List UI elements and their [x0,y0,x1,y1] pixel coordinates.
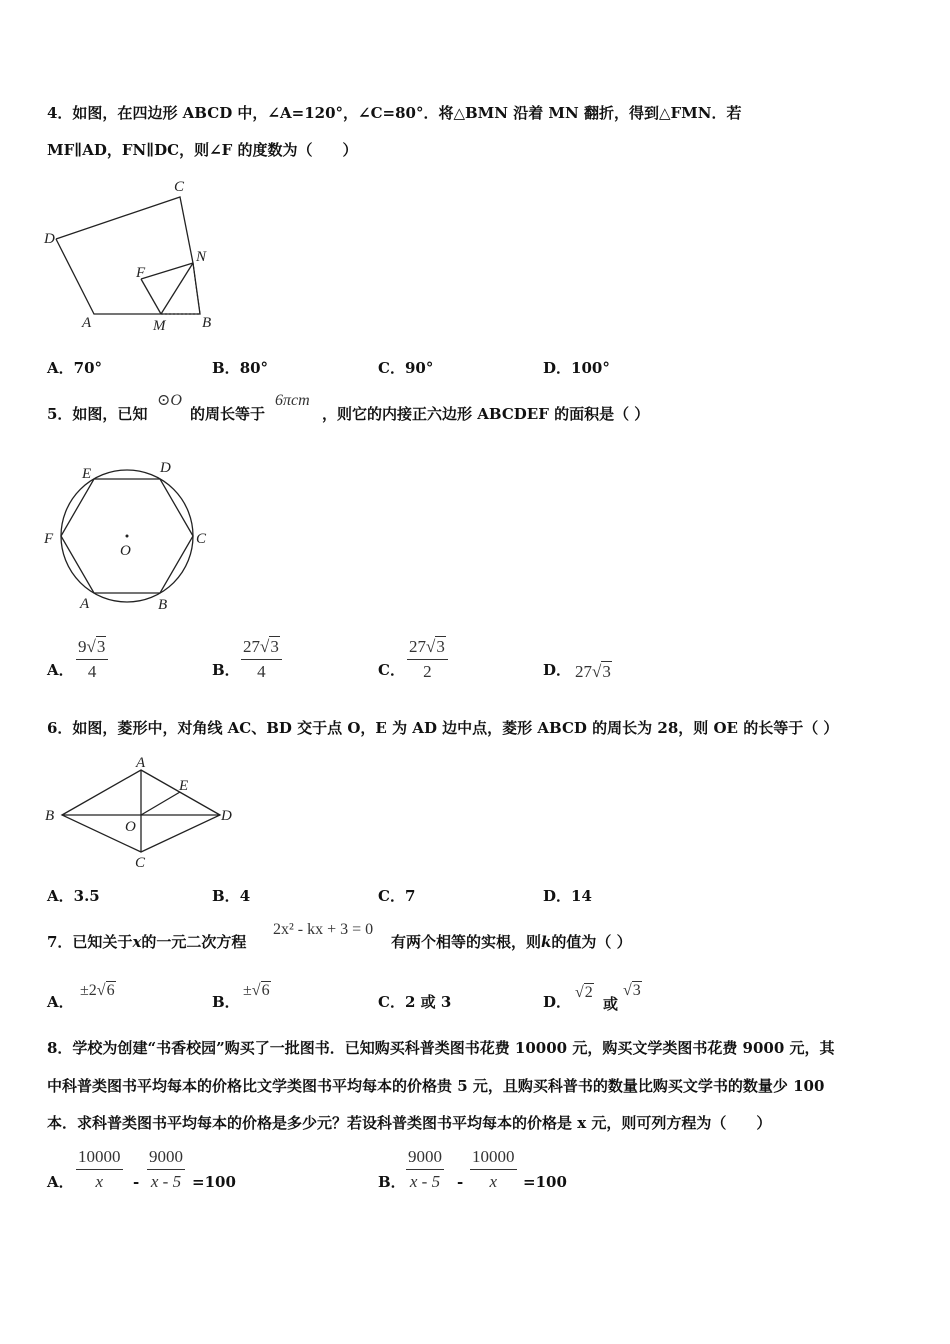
q7-stem [47,932,246,952]
fraction-numerator: 27√3 [241,637,282,660]
q8-option-a-letter[interactable]: A． [47,1173,74,1191]
q4-option-d[interactable] [543,358,610,378]
q8-option-b-minus: - [457,1173,464,1191]
q7-option-d-rad1[interactable]: √2 [575,984,593,1001]
q5-stem-suffix: ，则它的内接正六边形 ABCDEF 的面积是（ ） [322,405,650,423]
q6-option-b[interactable] [212,886,250,906]
option-text: 7 [404,887,416,905]
q4-option-b[interactable] [212,358,268,378]
q7-option-c[interactable] [378,992,451,1012]
q7-equation: 2x² - kx + 3 = 0 [273,921,374,938]
q4-label-m: M [153,318,166,334]
q5-option-c-letter[interactable]: C． [378,661,405,679]
q7-option-d-letter[interactable]: D． [543,993,572,1011]
q7-option-a-letter[interactable]: A． [47,993,74,1011]
q4-quadrilateral [56,197,200,314]
radicand: 6 [261,982,270,999]
q7-stem-suffix [391,932,632,952]
fraction-denominator: x - 5 [150,1172,182,1191]
coefficient: 27 [409,637,426,656]
q6-label-c: C [135,855,146,871]
fraction-denominator: x - 5 [409,1172,441,1191]
radicand: 3 [436,637,445,656]
q7-prefix: 7．已知关于 [47,933,133,951]
fraction-denominator: 4 [257,662,266,681]
fraction-numerator: 27√3 [407,637,448,660]
q5-label-f: F [44,531,54,547]
q5-option-a-fraction[interactable] [76,637,108,682]
q5-option-d-letter[interactable]: D． [543,661,572,679]
q8-option-b-equals: =100 [523,1173,567,1191]
q5-option-b-letter[interactable]: B． [212,661,240,679]
q8-option-b-fraction-2[interactable] [470,1147,517,1192]
q5-option-c-fraction[interactable] [407,637,448,682]
fraction-numerator: 9000 [406,1147,444,1170]
q4-stem-line1: 4．如图，在四边形 ABCD 中，∠A=120°，∠C=80°．将△BMN 沿着 MN 翻折，得到△FMN．若 [47,104,742,122]
fraction-denominator: x [489,1172,498,1191]
q5-center-dot [126,535,129,538]
q8-option-a-minus: - [133,1173,140,1191]
fraction-numerator: 10000 [76,1147,123,1170]
q4-label-d: D [44,231,55,247]
coefficient: 9 [78,637,87,656]
option-text: 90° [404,359,434,377]
q5-perimeter: 6πcm [275,392,310,409]
option-text: 80° [239,359,269,377]
q6-option-c[interactable] [378,886,415,906]
q7-middle: 的一元二次方程 [141,933,247,951]
option-letter: B． [212,887,240,905]
q4-label-f: F [136,265,146,281]
q4-segment-fm [141,279,161,314]
fraction-numerator: 9000 [147,1147,185,1170]
fraction-denominator: x [95,1172,104,1191]
radicand: 3 [632,982,641,999]
q6-figure [40,750,240,875]
q8-option-a-equals: =100 [192,1173,236,1191]
q4-stem-line2: MF∥AD，FN∥DC，则∠F 的度数为（ ） [47,141,358,159]
q5-label-a: A [80,596,90,612]
option-text: 4 [239,887,251,905]
q4-figure [40,175,230,335]
radicand: 3 [602,662,611,681]
q7-var-x: x [132,933,142,951]
q6-label-d: D [221,808,232,824]
q4-label-b: B [202,315,212,331]
q4-segment-mn [161,263,193,314]
radicand: 2 [584,984,593,1001]
q5-label-b: B [158,597,168,613]
q7-option-b-letter[interactable]: B． [212,993,240,1011]
option-letter: C． [378,359,405,377]
q8-option-a-fraction-2[interactable] [147,1147,185,1192]
option-letter: C． [378,993,405,1011]
q6-option-d[interactable] [543,886,592,906]
q5-stem-middle: 的周长等于 [190,405,266,423]
q5-figure [40,450,220,620]
q8-option-b-letter[interactable]: B． [378,1173,406,1191]
option-letter: A． [47,359,74,377]
q4-label-c: C [174,179,185,195]
fraction-numerator: 9√3 [76,637,108,660]
q8-option-a-fraction-1[interactable] [76,1147,123,1192]
q4-label-a: A [82,315,92,331]
q5-option-b-fraction[interactable] [241,637,282,682]
option-text: 14 [571,887,592,905]
q6-stem-line1: 6．如图，菱形中，对角线 AC、BD 交于点 O，E 为 AD 边中点，菱形 ABCD 的周长为 28，则 OE 的长等于（ ） [47,719,839,737]
option-letter: D． [543,359,572,377]
q7-option-b-value[interactable]: ±√6 [243,982,270,999]
option-letter: A． [47,887,74,905]
coefficient: 27 [575,662,592,681]
prefix: ±2 [80,982,97,999]
q7-option-d-or: 或 [603,995,619,1013]
option-letter: C． [378,887,405,905]
q5-stem-prefix: 5．如图，已知 [47,405,148,423]
radicand: 6 [106,982,115,999]
q6-label-a: A [136,755,146,771]
q4-option-c[interactable] [378,358,433,378]
option-text: 2 或 3 [404,993,452,1011]
option-text: 100° [571,359,610,377]
q5-label-d: D [160,460,171,476]
q8-stem-line1: 8．学校为创建“书香校园”购买了一批图书．已知购买科普类图书花费 10000 元，购买文学类图书花费 9000 元，其 [47,1039,835,1057]
radicand: 3 [270,637,279,656]
q6-label-o: O [125,819,136,835]
option-text: 70° [73,359,103,377]
option-letter: D． [543,887,572,905]
q6-option-a[interactable] [47,886,100,906]
q5-label-e: E [82,466,92,482]
q8-stem-line2: 中科普类图书平均每本的价格比文学类图书平均每本的价格贵 5 元，且购买科普书的数量比购买文学书的数量少 100 [47,1077,825,1095]
q7-suffix2: 的值为（ ） [551,933,632,951]
prefix: ± [243,982,252,999]
radicand: 3 [96,637,106,656]
q5-option-d-value[interactable]: 27√3 [575,662,611,681]
fraction-numerator: 10000 [470,1147,517,1170]
q7-option-a-value[interactable]: ±2√6 [80,982,115,999]
q5-circle-symbol: ⊙O [157,392,182,409]
option-letter: B． [212,359,240,377]
q7-var-k: k [541,933,552,951]
q6-label-b: B [45,808,55,824]
q5-label-o: O [120,543,131,559]
fraction-denominator: 2 [423,662,432,681]
q7-option-d-rad2[interactable]: √3 [623,982,641,999]
q8-option-b-fraction-1[interactable] [406,1147,444,1192]
fraction-denominator: 4 [87,662,97,681]
q5-label-c: C [196,531,207,547]
q8-stem-line3: 本．求科普类图书平均每本的价格是多少元？若设科普类图书平均每本的价格是 x 元，则可列方程为（ ） [47,1114,772,1132]
q7-suffix1: 有两个相等的实根，则 [391,933,542,951]
q6-label-e: E [179,778,189,794]
q4-label-n: N [196,249,207,265]
q5-option-a-letter[interactable]: A． [47,661,74,679]
q6-segment-oe [141,792,180,815]
option-text: 3.5 [73,887,100,905]
coefficient: 27 [243,637,260,656]
q4-option-a[interactable] [47,358,102,378]
